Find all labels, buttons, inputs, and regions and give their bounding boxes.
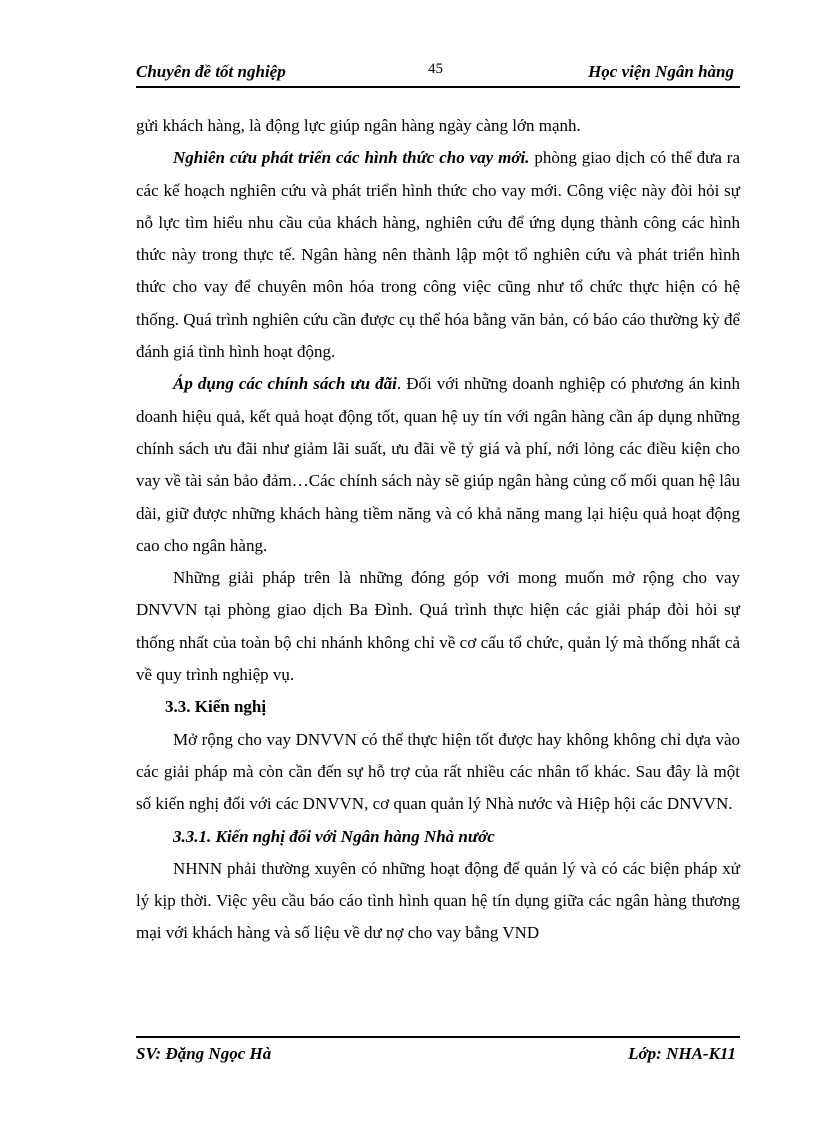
footer-class: Lớp: NHA-K11 — [628, 1044, 736, 1063]
paragraph-continuation: gửi khách hàng, là động lực giúp ngân hàng ngày càng lớn mạnh. — [136, 116, 581, 135]
paragraph-lead-phrase: Nghiên cứu phát triển các hình thức cho vay mới. — [173, 148, 530, 168]
paragraph-text: . Đối với những doanh nghiệp có phương án kinh doanh hiệu quả, kết quả hoạt động tốt, quan hệ uy tín với ngân hàng cần áp dụng những chính sách ưu đãi như giảm lãi suất, ưu đãi về tỷ giá và phí, nới lỏng các điều kiện cho vay về tài sản bảo đảm…Các chính sách này sẽ giúp ngân hàng củng cố mối quan hệ lâu dài, giữ được những khách hàng tiềm năng và có khả năng mang lại hiệu quả hoạt động cao cho ngân hàng. — [136, 374, 741, 555]
footer-student-name: SV: Đặng Ngọc Hà — [136, 1044, 272, 1063]
header-institution: Học viện Ngân hàng — [588, 62, 734, 81]
page-number: 45 — [428, 61, 443, 77]
page-body — [136, 110, 740, 950]
paragraph-lead-phrase: Áp dụng các chính sách ưu đãi — [173, 374, 397, 394]
subsection-heading-state-bank: 3.3.1. Kiến nghị đối với Ngân hàng Nhà nước — [173, 826, 495, 846]
paragraph-preferential-policies — [136, 368, 740, 562]
paragraph-state-bank: NHNN phải thường xuyên có những hoạt động để quản lý và có các biện pháp xử lý kịp thời. Việc yêu cầu báo cáo tình hình quan hệ tín dụng giữa các ngân hàng thương mại với khách hàng và số liệu về dư nợ cho vay bằng VND — [136, 858, 740, 943]
section-heading-recommendations: 3.3. Kiến nghị — [165, 697, 267, 717]
paragraph-solutions-summary: Những giải pháp trên là những đóng góp với mong muốn mở rộng cho vay DNVVN tại phòng giao dịch Ba Đình. Quá trình thực hiện các giải pháp đòi hỏi sự thống nhất của toàn bộ chi nhánh không chỉ về cơ cấu tổ chức, quản lý mà thống nhất cả về quy trình nghiệp vụ. — [136, 568, 740, 685]
page-header — [136, 58, 740, 88]
header-document-type: Chuyên đề tốt nghiệp — [136, 62, 286, 81]
page-footer — [136, 1036, 740, 1068]
paragraph-text: phòng giao dịch có thể đưa ra các kế hoạch nghiên cứu và phát triển hình thức cho vay mới. Công việc này đòi hỏi sự nỗ lực tìm hiểu nhu cầu của khách hàng, nghiên cứu để ứng dụng thành công các hình thức này trong thực tế. Ngân hàng nên thành lập một tổ nghiên cứu và phát triển hình thức cho vay để chuyên môn hóa trong công việc cũng như tổ chức thực hiện có hệ thống. Quá trình nghiên cứu cần được cụ thể hóa bằng văn bản, có báo cáo thường kỳ để đánh giá tình hình hoạt động. — [136, 148, 740, 362]
paragraph-new-loan-forms — [136, 142, 740, 368]
paragraph-recommendations-intro: Mở rộng cho vay DNVVN có thể thực hiện tốt được hay không không chỉ dựa vào các giải pháp mà còn cần đến sự hỗ trợ của rất nhiều các nhân tố khác. Sau đây là một số kiến nghị đối với các DNVVN, cơ quan quản lý Nhà nước và Hiệp hội các DNVVN. — [136, 729, 740, 814]
